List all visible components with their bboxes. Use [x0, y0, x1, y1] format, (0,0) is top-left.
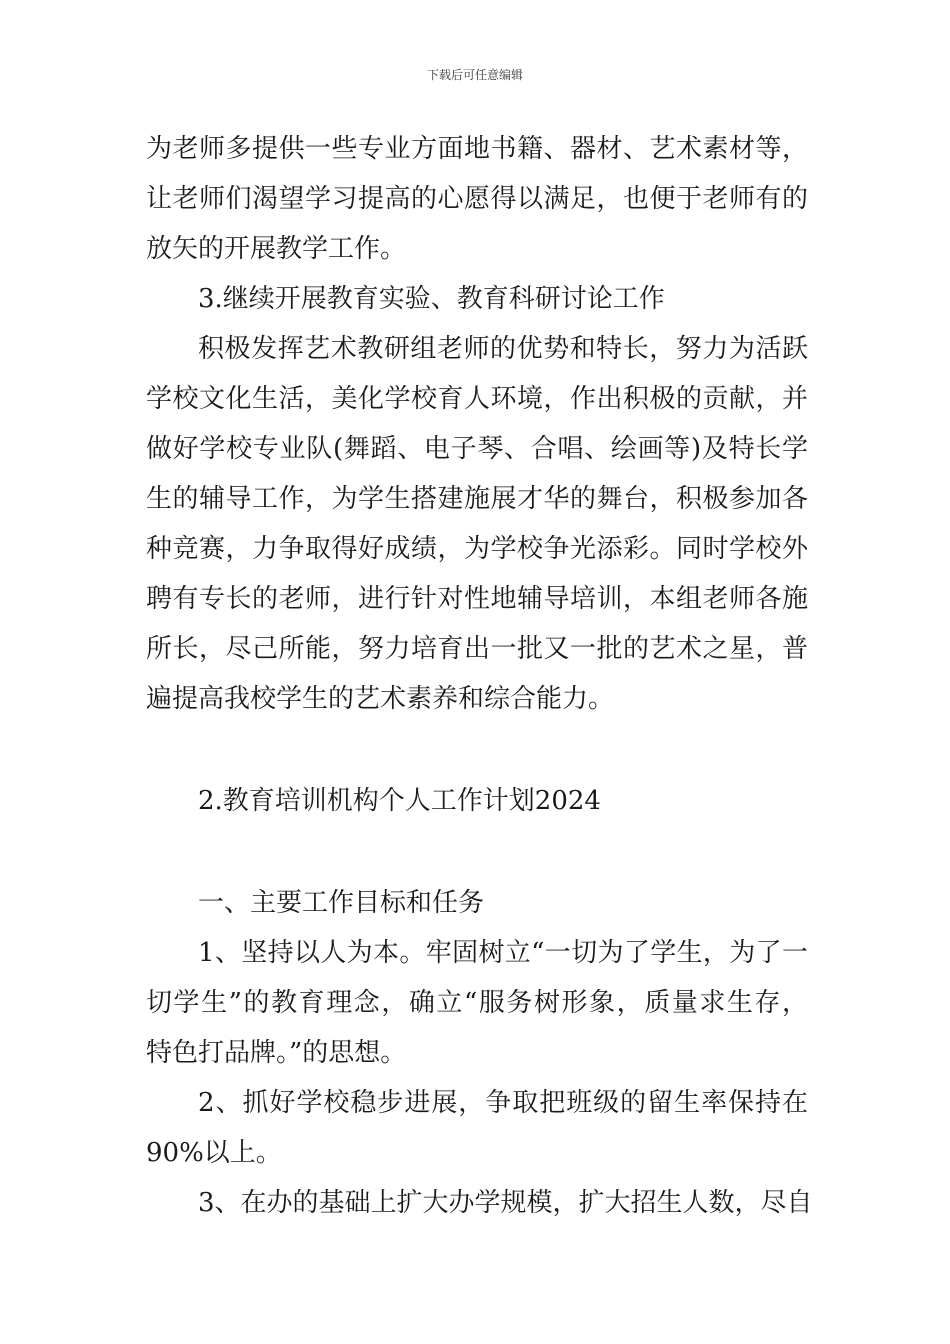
text-line: 放矢的开展教学工作。	[146, 234, 407, 264]
subsection-heading: 一、主要工作目标和任务	[198, 888, 485, 918]
text-line: 聘有专长的老师，进行针对性地辅导培训，本组老师各施	[146, 584, 808, 614]
text-line: 做好学校专业队(舞蹈、电子琴、合唱、绘画等)及特长学	[146, 434, 808, 464]
section-title: 2.教育培训机构个人工作计划2024	[198, 786, 601, 816]
text-line: 切学生”的教育理念，确立“服务树形象，质量求生存，	[146, 988, 808, 1018]
text-line: 遍提高我校学生的艺术素养和综合能力。	[146, 684, 615, 714]
text-line: 生的辅导工作，为学生搭建施展才华的舞台，积极参加各	[146, 484, 808, 514]
text-line: 所长，尽己所能，努力培育出一批又一批的艺术之星，普	[146, 634, 808, 664]
text-line: 学校文化生活，美化学校育人环境，作出积极的贡献，并	[146, 384, 808, 414]
section-heading: 3.继续开展教育实验、教育科研讨论工作	[198, 284, 665, 314]
text-line: 种竞赛，力争取得好成绩，为学校争光添彩。同时学校外	[146, 534, 808, 564]
text-line: 积极发挥艺术教研组老师的优势和特长，努力为活跃	[198, 334, 808, 364]
blank-line	[146, 826, 808, 878]
text-line: 1、坚持以人为本。牢固树立“一切为了学生，为了一	[198, 938, 808, 968]
text-line: 3、在办的基础上扩大办学规模，扩大招生人数，尽自	[198, 1188, 813, 1218]
blank-line	[146, 724, 808, 776]
page-header-note: 下载后可任意编辑	[426, 68, 523, 82]
text-line: 2、抓好学校稳步进展，争取把班级的留生率保持在	[198, 1088, 808, 1118]
text-line: 特色打品牌。”的思想。	[146, 1038, 407, 1068]
document-body	[146, 124, 813, 1228]
text-line: 为老师多提供一些专业方面地书籍、器材、艺术素材等，	[146, 134, 808, 164]
text-line: 90%以上。	[146, 1138, 282, 1168]
text-line: 让老师们渴望学习提高的心愿得以满足，也便于老师有的	[146, 184, 808, 214]
